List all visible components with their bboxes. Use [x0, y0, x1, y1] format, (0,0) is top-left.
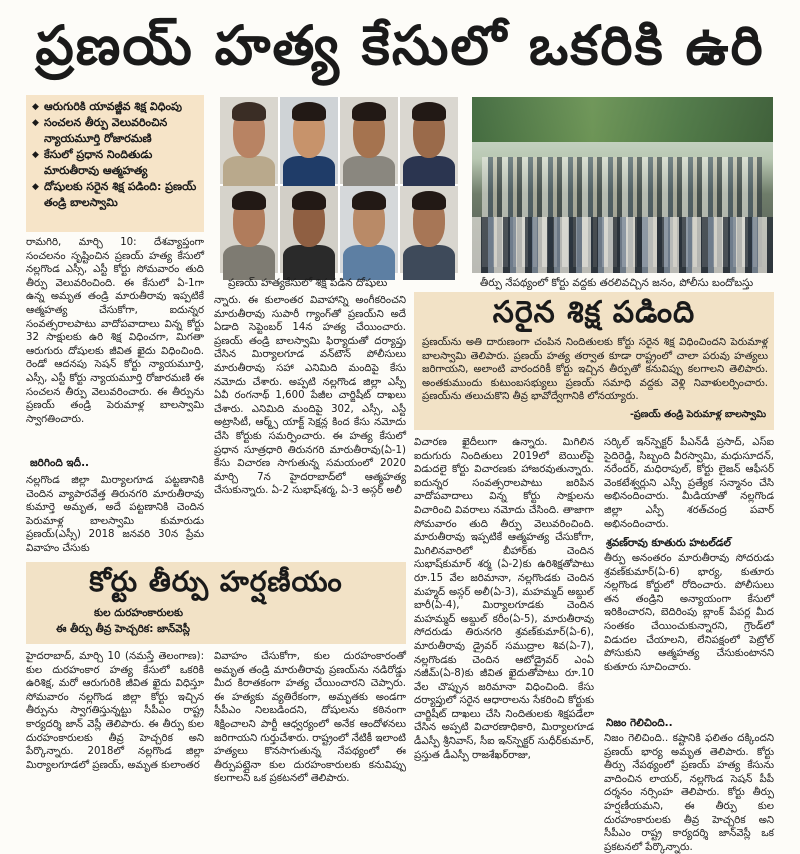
- article-col4: సర్కిల్ ఇన్‌స్పెక్టర్ పీఎన్‌డీ ప్రసాద్, ఎస్ఐ సైదిరెడ్డి, సిబ్బంది వీరస్వామి, మధుసూదన్, నరేందర్, మధిరాపుల్, కోర్టు లైజన్ ఆఫీసర్ వెంకటేశ్వర్లుని ఎస్పీ ప్రత్యేక సన్మానం చేసి అభినందించారు. మీడియాతో నల్లగొండ జిల్లా ఎస్పీ శరత్‌చంద్ర పవార్ అభినందించారు.: [604, 437, 774, 530]
- lower-story-col2: వివాహం చేసుకోగా, కుల దురహంకారంతో అమృత తండ్రి మారుతీరావు ప్రణయ్‌ను నడిరోడ్డు మీద కిరాతకంగా హత్య చేయించారని చెప్పారు. ఈ హత్యకు వ్యతిరేకంగా, అమృతకు అండగా సీపీఎం నిలబడిందని, దోషులను కఠినంగా శిక్షించాలని పార్టీ ఆధ్వర్యంలో అనేక ఆందోళనలు జరిగాయని గుర్తుచేశారు. రాష్ట్రంలో నేటికీ ఇలాంటి హత్యలు కొనసాగుతున్న నేపథ్యంలో ఈ తీర్పుపట్లైనా కుల దురహంకారులకు కనువిప్పు కలగాలని ఒక ప్రకటనలో తెలిపారు.: [214, 651, 406, 785]
- article-col4-final: నిజం గెలిచింది.. కష్టానికి ఫలితం దక్కిందని ప్రణయ్ భార్య అమృత తెలిపారు. కోర్టు తీర్పు నేపథ్యంలో ప్రణయ్ హత్య కేసును వాదించిన లాయర్, నల్లగొండ సెషన్ పీపీ దర్శనం నర్సింహ తెలిపారు. కోర్టు తీర్పు హర్షణీయమని, ఈ తీర్పు కుల దురహంకారులకు తీవ్ర హెచ్చరిక అని సీపీఎం రాష్ట్ర కార్యదర్శి జాన్‌వెస్లీ ఒక ప్రకటనలో పేర్కొన్నారు.: [604, 733, 774, 853]
- article-col4-continued: తీర్పు అనంతరం మారుతీరావు సోదరుడు శ్రవణ్‌కుమార్(ఏ-6) భార్య, కుతూరు నల్లగొండ కోర్టులో రోదించారు. పోలీసులు తన తండ్రిని అన్యాయంగా కేసులో ఇరికించారని, బెదిరింపు బ్లాంక్ పేపర్ల మీద సంతకం చేయించుకున్నారని, గ్రౌండ్‌లో విడుదల చేయాలని, లేనిపక్షంలో పెట్రోల్ పోసుకుని ఆత్మహత్య చేసుకుంటానని కుతూరు సూచించారు.: [604, 553, 774, 673]
- crowd-photo: [472, 97, 773, 273]
- lower-story-title: కోర్టు తీర్పు హర్షణీయం: [89, 565, 343, 598]
- convict-photo: [400, 97, 458, 184]
- quote-box-text: ప్రణయ్‌ను అతి దారుణంగా చంపిన నిందితులకు కోర్టు సరైన శిక్ష విధించిందని పెరుమాళ్ల బాలస్వామి తెలిపారు. ప్రణయ్ హత్య తర్వాత కూడా రాష్ట్రంలో చాలా పరువు హత్యలు జరిగాయని, అలాంటి వారందరికీ కోర్టు ఇచ్చిన తీర్పుతో కనువిప్పు కలగాలని తెలిపారు. అంతకుముందు కుటుంబసభ్యులు ప్రణయ్ సమాధి వద్దకు వెళ్లి నివాళులర్పించారు. ప్రణయ్‌ను తలుచుకొని తీవ్ర భావోద్వేగానికి లోనయ్యారు.: [422, 337, 768, 403]
- highlights-box: [26, 95, 204, 232]
- quote-box: [414, 292, 774, 430]
- col4-subhead-1: శ్రవణ్‌రావు కూతురు హటల్‌డల్: [606, 537, 731, 549]
- highlight-item: ◆ ఆరుగురికి యావజ్జీవ శిక్ష విధింపు: [32, 99, 198, 115]
- highlight-item: ◆ సంచలన తీర్పు వెలువరించిన న్యాయమూర్తి రోజారమణి: [32, 115, 198, 147]
- article-col3: విచారణ ఖైదీలుగా ఉన్నారు. మిగిలిన ఐదుగురు నిందితులు 2019లో బెయిల్‌పై విడుదలై కోర్టు విచారణకు హాజరవుతున్నారు. ఐదున్నర సంవత్సరాలపాటు జరిపిన వాదోపవాదాలు విన్న కోర్టు సాక్షులను విచారించి వివరాలు నమోదు చేసింది. తాజాగా సోమవారం తుది తీర్పు వెలువరించింది. మారుతీరావు ఇప్పటికే ఆత్మహత్య చేసుకోగా, మిగిలినవారిలో బీహార్‌కు చెందిన సుభాష్‌కుమార్ శర్మ (ఏ-2)కు ఉరిశిక్షతోపాటు రూ.15 వేల జరిమానా, నల్లగొండకు చెందిన మహ్మద్ అస్గర్ అలీ(ఏ-3), మహమ్మద్ అబ్దుల్ బారీ(ఏ-4), మిర్యాలగూడకు చెందిన మహమ్మద్ అబ్దుల్ కరీం(ఏ-5), మారుతీరావు సోదరుడు తిరునగరి శ్రవణ్‌కుమార్(ఏ-6), మారుతీరావు డ్రైవర్ సముద్రాల శివ(ఏ-7), నల్లగొండకు చెందిన ఆటోడ్రైవర్ ఎంఏ నజీమ్(ఏ-8)కు జీవిత ఖైదుతోపాటు రూ.10 వేల చొప్పున జరిమానా విధించింది. కేసు దర్యాప్తులో సరైన ఆధారాలను సేకరించి కోర్టుకు చార్జిషీట్ దాఖలు చేసి నిందితులకు శిక్షపడేలా చేసిన అప్పటి విచారణాధికారి, మిర్యాలగూడ డీఎస్పీ శ్రీనివాస్, సీఐ ఇన్‌స్పెక్టర్ సుధీర్‌కుమార్, ప్రస్తుత డీఎస్పీ రాజశేఖర్‌రాజు,: [414, 437, 594, 761]
- convict-photo: [280, 186, 338, 273]
- lower-story-banner: [26, 562, 406, 644]
- col4-subhead-2: నిజం గెలిచింది..: [606, 717, 673, 729]
- lower-story-kicker: కుల దురహంకారులకు: [94, 607, 184, 619]
- convict-photo: [280, 97, 338, 184]
- convict-photo: [340, 186, 398, 273]
- highlight-item: ◆ కేసులో ప్రధాన నిందితుడు మారుతీరావు ఆత్మహత్య: [32, 147, 198, 179]
- convict-photo: [220, 186, 278, 273]
- convict-photo: [340, 97, 398, 184]
- lower-story-subtitle: ఈ తీర్పు తీవ్ర హెచ్చరిక: జాన్‌వెస్లీ: [56, 623, 190, 635]
- article-col2: న్నారు. ఈ కులాంతర వివాహాన్ని అంగీకరించని మారుతీరావు సుపారీ గ్యాంగ్‌తో ప్రణయ్‌ని అదే ఏడాది సెప్టెంబర్ 14న హత్య చేయించారు. ప్రణయ్ తండ్రి బాలస్వామి ఫిర్యాదుతో దర్యాప్తు చేసిన మిర్యాలగూడ వన్‌టౌన్ పోలీసులు మారుతీరావు సహా ఎనిమిది మందిపై కేసు నమోదు చేశారు. అప్పటి నల్లగొండ జిల్లా ఎస్పీ ఏవీ రంగనాథ్ 1,600 పేజీల చార్జిషీట్ దాఖలు చేశారు. ఎనిమిది మందిపై 302, ఎస్సీ, ఎస్టీ అట్రాసిటీ, ఆర్మ్స్ యాక్ట్ సెక్షన్ల కింద కేసు నమోదు చేసి కోర్టుకు సమర్పించారు. ఈ హత్య కేసులో ప్రధాన సూత్రధారి తిరునగరి మారుతీరావు(ఏ-1) కేసు విచారణ సాగుతున్న సమయంలో 2020 మార్చి 7న హైదరాబాద్‌లో ఆత్మహత్య చేసుకున్నారు. ఏ-2 సుభాష్‌శర్మ, ఏ-3 అస్గర్ అలీ: [214, 295, 406, 497]
- quote-box-title: సరైన శిక్ష పడింది: [492, 295, 696, 330]
- convict-photo: [400, 186, 458, 273]
- convicts-photo-grid: [220, 97, 458, 273]
- convict-photo: [220, 97, 278, 184]
- lower-story-col1: హైదరాబాద్, మార్చి 10 (నమస్తే తెలంగాణ): కుల దురహంకార హత్య కేసులో ఒకరికి ఉరిశిక్ష, మరో ఆరుగురికి జీవిత ఖైదు విధిస్తూ సోమవారం నల్లగొండ జిల్లా కోర్టు ఇచ్చిన తీర్పును స్వాగతిస్తున్నట్టు సీపీఎం రాష్ట్ర కార్యదర్శి జాన్ వెస్లీ తెలిపారు. ఈ తీర్పు కుల దురహంకారులకు తీవ్ర హెచ్చరిక అని పేర్కొన్నారు. 2018లో నల్లగొండ జిల్లా మిర్యాలగూడలో ప్రణయ్, అమృత కులాంతర: [26, 651, 204, 771]
- article-col1: రామగిరి, మార్చి 10: దేశవ్యాప్తంగా సంచలనం సృష్టించిన ప్రణయ్ హత్య కేసులో నల్లగొండ ఎస్సీ, ఎస్టీ కోర్టు సోమవారం తుది తీర్పు వెలువరించింది. ఈ కేసులో ఏ-1గా ఉన్న అమృత తండ్రి మారుతీరావు ఇప్పటికే ఆత్మహత్య చేసుకోగా, ఐదున్నర సంవత్సరాలపాటు వాదోపవాదాలు విన్న కోర్టు 32 సాక్షులకు ఉరి శిక్ష విధించగా, మిగతా ఆరుగురు దోషులకు జీవిత ఖైదు విధించింది. రెండో ఆదనపు సెషన్ కోర్టు న్యాయమూర్తి, ఎస్సీ, ఎస్టీ కోర్టు న్యాయమూర్తి రోజారమణి ఈ సంచలన తీర్పు వెలువరించారు. ఈ తీర్పును ప్రణయ్ తండ్రి పెరుమాళ్ల బాలస్వామి స్వాగతించారు.: [26, 237, 204, 425]
- article-col1-continued: నల్లగొండ జిల్లా మిర్యాలగూడ పట్టణానికి చెందిన వ్యాపారవేత్త తిరునగరి మారుతీరావు కుమార్తె అమృత, అదే పట్టణానికి చెందిన పెరుమాళ్ల బాలస్వామి కుమారుడు ప్రణయ్(ఎస్సీ) 2018 జనవరి 30న ప్రేమ వివాహం చేసుకు: [26, 475, 204, 554]
- highlight-item: ◆ దోషులకు సరైన శిక్ష పడింది: ప్రణయ్ తండ్రి బాలస్వామి: [32, 179, 198, 211]
- headline: ప్రణయ్ హత్య కేసులో ఒకరికి ఉరి: [35, 14, 765, 77]
- col1-subhead: జరిగింది ఇదీ..: [30, 457, 90, 469]
- photo-caption: ప్రణయ్ హత్యకేసులో శిక్ష పడిన దోషులు: [228, 277, 388, 289]
- quote-box-credit: -ప్రణయ్ తండ్రి పెరుమాళ్ల బాలస్వామి: [629, 409, 766, 420]
- crowd-caption: తీర్పు నేపథ్యంలో కోర్టు వద్దకు తరలివచ్చిన జనం, పోలీసు బందోబస్తు: [480, 277, 754, 289]
